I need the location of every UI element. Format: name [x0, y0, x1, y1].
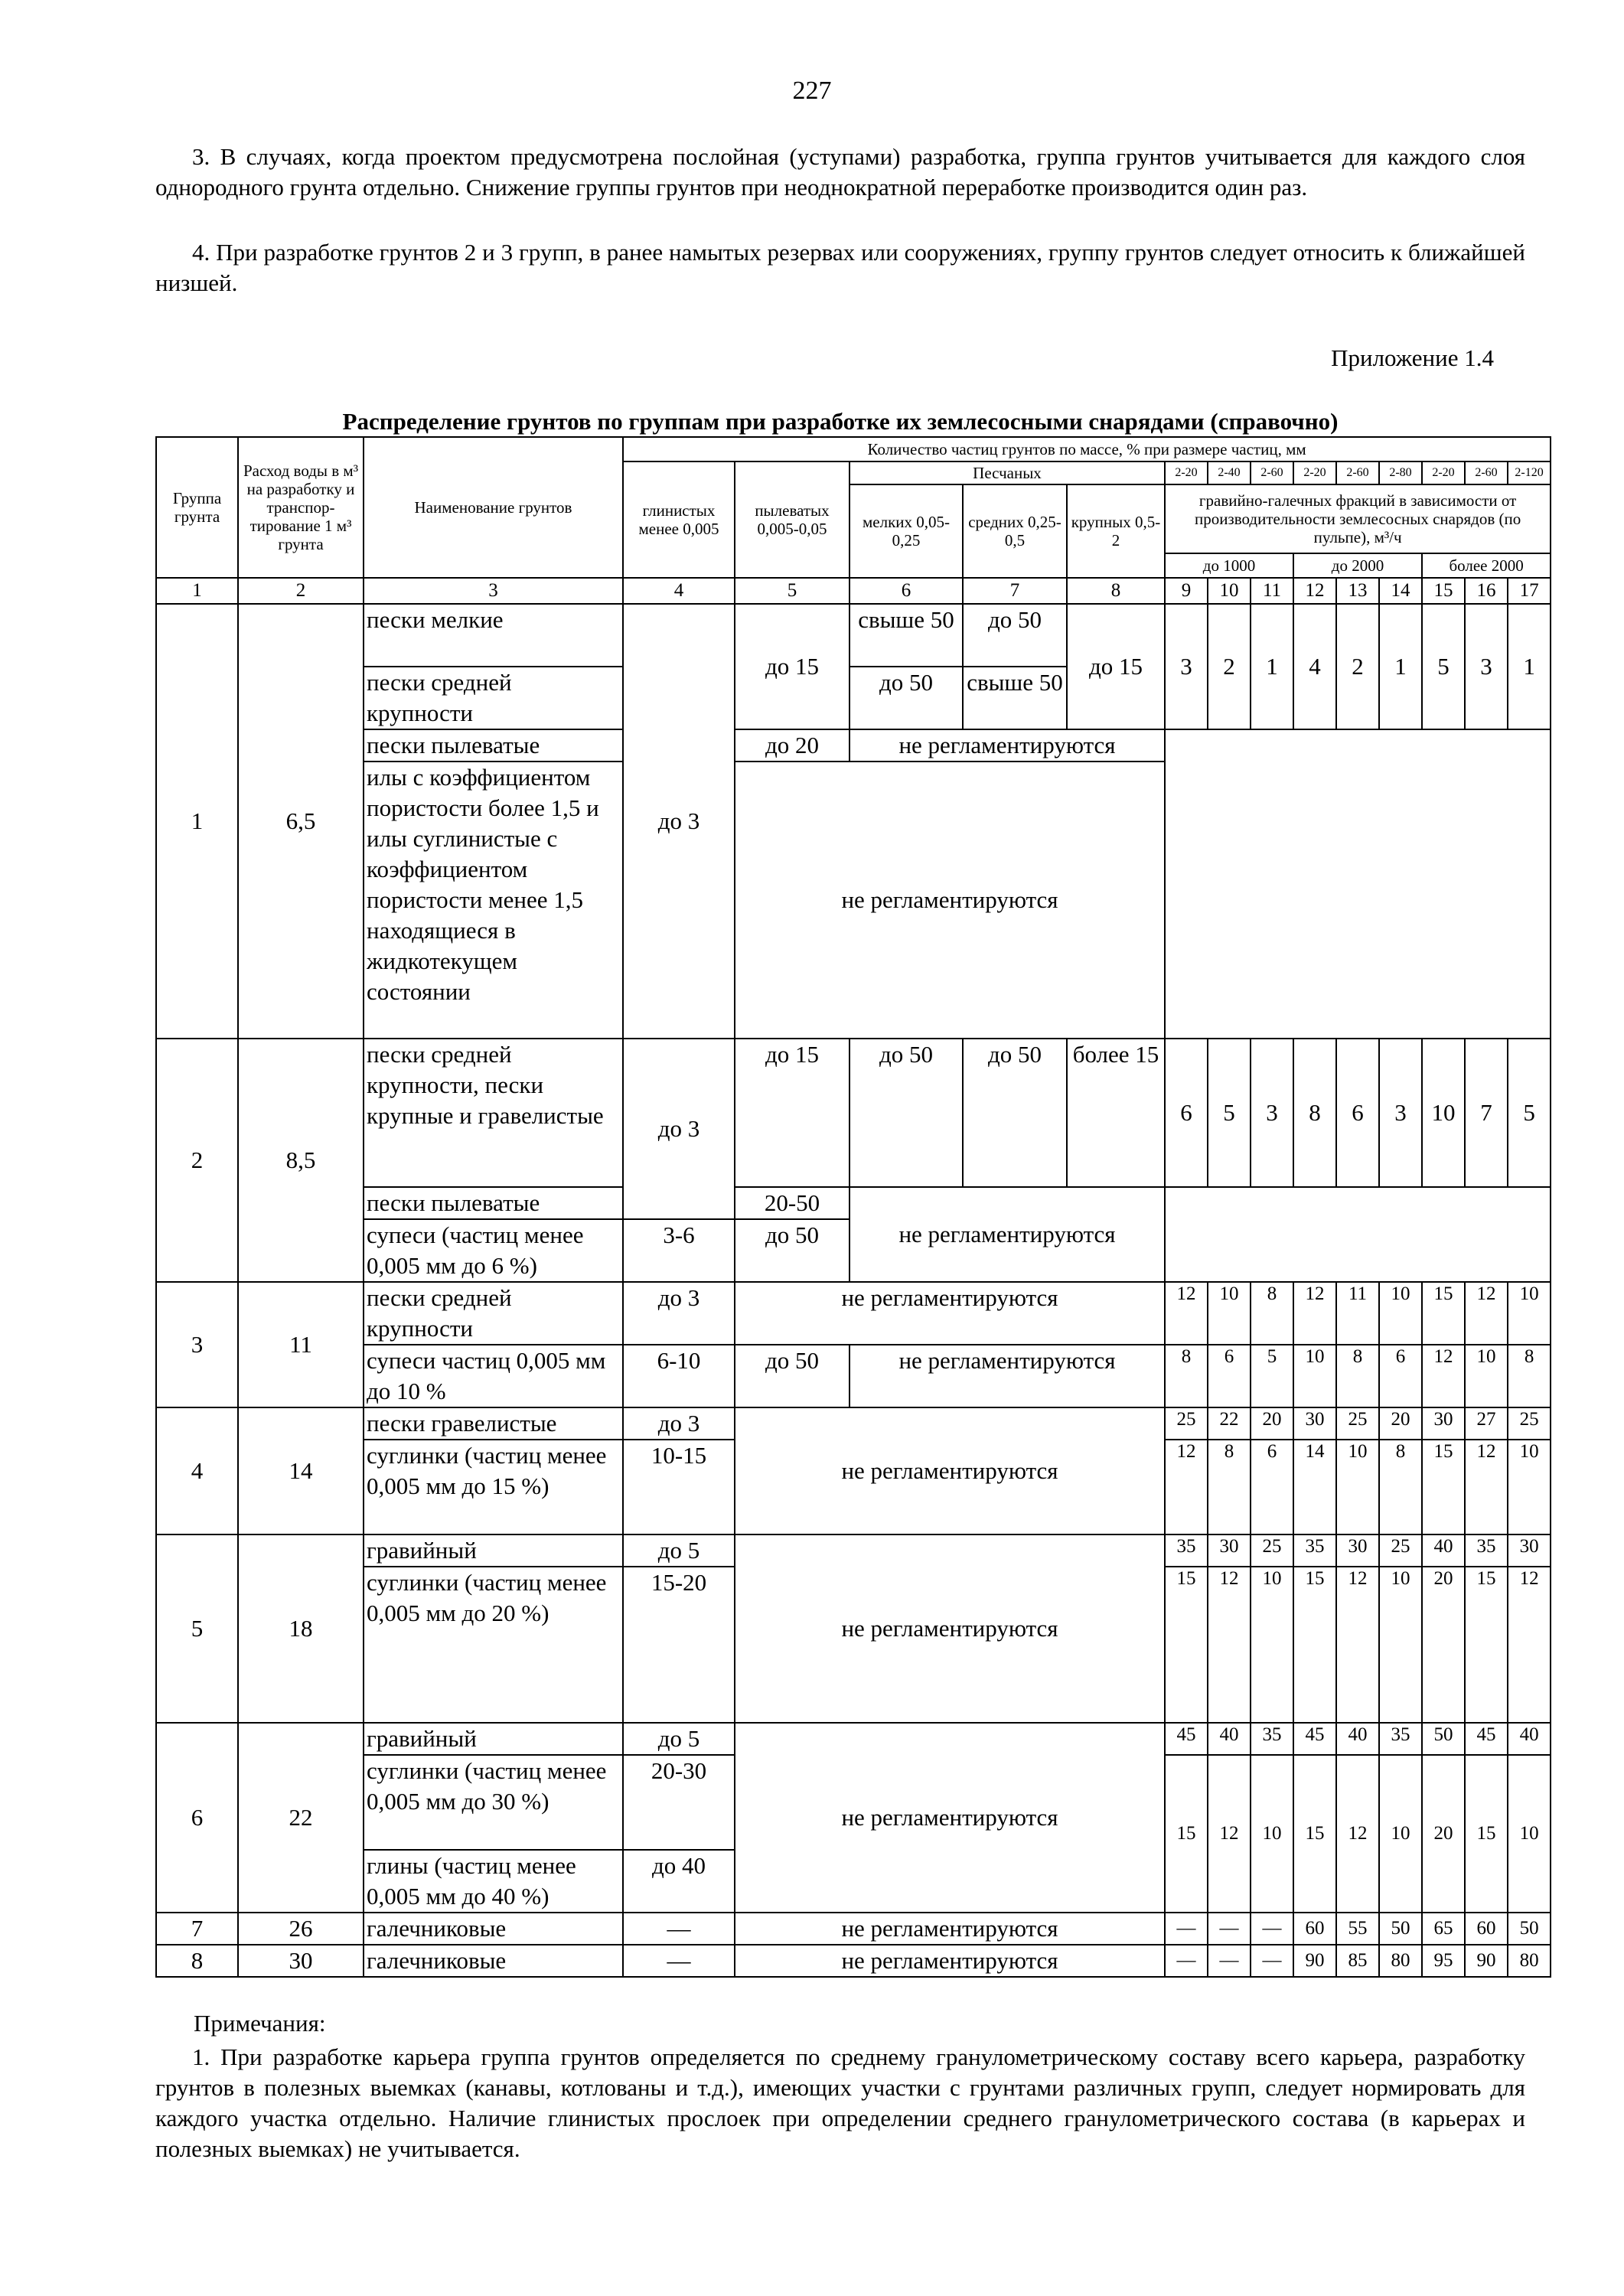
- gravel-empty: [1165, 1187, 1551, 1282]
- gravel-value: —: [1208, 1945, 1251, 1977]
- note-1: 1. При разработке карьера группа грунтов определяется по среднему гранулометрическому составу всего карьера, разработку грунтов в полезных выемках (канавы, котлованы и т.д.), имеющих участки с грунтами различных групп, следует нормировать для каждого участка отдельно. Наличие глинистых прослоек при определении среднего гранулометрического состава (в карьерах и полезных выемках) не учитывается.: [155, 2043, 1525, 2162]
- col-num: 1: [156, 578, 238, 604]
- not-regulated: не регламентируются: [735, 1913, 1165, 1945]
- table-row: [156, 604, 1551, 667]
- col-num: 7: [963, 578, 1067, 604]
- gravel-value: 25: [1251, 1534, 1293, 1567]
- gravel-value: 80: [1508, 1945, 1551, 1977]
- col-num: 5: [735, 578, 850, 604]
- gravel-value: 15: [1165, 1755, 1208, 1913]
- gravel-value: 15: [1293, 1755, 1336, 1913]
- gravel-value: —: [1165, 1945, 1208, 1977]
- gravel-value: 60: [1465, 1913, 1508, 1945]
- range-9: 2-120: [1508, 461, 1551, 484]
- silt-value: до 15: [735, 1039, 850, 1187]
- header-particles: Количество частиц грунтов по массе, % при размере частиц, мм: [623, 437, 1551, 461]
- silt-value: до 20: [735, 729, 850, 762]
- coarse-value: более 15: [1067, 1039, 1165, 1187]
- column-number-row: [156, 578, 1551, 604]
- soil-name: супеси частиц 0,005 мм до 10 %: [364, 1345, 623, 1407]
- gravel-value: 30: [1508, 1534, 1551, 1567]
- table-row: [156, 1282, 1551, 1345]
- medium-value: до 50: [963, 1039, 1067, 1187]
- gravel-value: 6: [1336, 1039, 1379, 1187]
- gravel-value: 10: [1336, 1440, 1379, 1534]
- gravel-value: 12: [1465, 1440, 1508, 1534]
- clay-value: до 3: [623, 1282, 735, 1345]
- gravel-value: 12: [1293, 1282, 1336, 1345]
- soil-name: пески средней крупности: [364, 1282, 623, 1345]
- gravel-value: 20: [1422, 1567, 1465, 1723]
- gravel-value: 50: [1379, 1913, 1422, 1945]
- gravel-value: 12: [1336, 1755, 1379, 1913]
- gravel-value: 2: [1336, 604, 1379, 729]
- gravel-value: 40: [1208, 1723, 1251, 1755]
- not-regulated: не регламентируются: [735, 762, 1165, 1039]
- gravel-value: 65: [1422, 1913, 1465, 1945]
- gravel-value: 10: [1379, 1755, 1422, 1913]
- col-num: 17: [1508, 578, 1551, 604]
- header-cap-over-2000: более 2000: [1422, 553, 1551, 578]
- paragraph-3: 3. В случаях, когда проектом предусмотрена послойная (уступами) разработка, группа грунтов учитывается для каждого слоя однородного грунта отдельно. Снижение группы грунтов при неоднократной переработке производится один раз.: [155, 143, 1525, 201]
- fine-value: до 50: [850, 1039, 963, 1187]
- not-regulated: не регламентируются: [735, 1282, 1165, 1345]
- col-num: 14: [1379, 578, 1422, 604]
- clay-value: 15-20: [623, 1567, 735, 1723]
- clay-value: до 40: [623, 1850, 735, 1913]
- gravel-value: 5: [1508, 1039, 1551, 1187]
- coarse-value: до 15: [1067, 604, 1165, 729]
- range-1: 2-20: [1165, 461, 1208, 484]
- gravel-value: 12: [1465, 1282, 1508, 1345]
- soil-name: пески гравелистые: [364, 1407, 623, 1440]
- gravel-value: 25: [1165, 1407, 1208, 1440]
- gravel-value: —: [1208, 1913, 1251, 1945]
- water-4: 14: [238, 1407, 364, 1534]
- header-coarse: крупных 0,5-2: [1067, 484, 1165, 578]
- range-5: 2-60: [1336, 461, 1379, 484]
- notes-heading: Примечания:: [194, 2010, 326, 2037]
- gravel-value: 10: [1508, 1440, 1551, 1534]
- table-row: [156, 1039, 1551, 1187]
- soil-name: пески средней крупности: [364, 667, 623, 729]
- gravel-value: 90: [1293, 1945, 1336, 1977]
- group-1: 1: [156, 604, 238, 1039]
- water-1: 6,5: [238, 604, 364, 1039]
- gravel-value: 12: [1508, 1567, 1551, 1723]
- range-6: 2-80: [1379, 461, 1422, 484]
- header-water: Расход воды в м³ на разработку и транспор-тирование 1 м³ грунта: [238, 437, 364, 578]
- fine-value: до 50: [850, 667, 963, 729]
- appendix-label: Приложение 1.4: [1331, 344, 1494, 371]
- range-3: 2-60: [1251, 461, 1293, 484]
- gravel-value: 40: [1422, 1534, 1465, 1567]
- header-group: Группа грунта: [156, 437, 238, 578]
- clay-value: до 3: [623, 1039, 735, 1219]
- gravel-value: 12: [1336, 1567, 1379, 1723]
- gravel-value: 8: [1208, 1440, 1251, 1534]
- gravel-value: 14: [1293, 1440, 1336, 1534]
- gravel-value: —: [1165, 1913, 1208, 1945]
- table-row: [156, 1723, 1551, 1755]
- gravel-value: 8: [1508, 1345, 1551, 1407]
- gravel-value: 10: [1293, 1345, 1336, 1407]
- header-silt: пылеватых 0,005-0,05: [735, 461, 850, 578]
- paragraph-4: 4. При разработке грунтов 2 и 3 групп, в ранее намытых резервах или сооружениях, группу грунтов следует относить к ближайшей низшей.: [155, 239, 1525, 296]
- gravel-value: 25: [1508, 1407, 1551, 1440]
- col-num: 3: [364, 578, 623, 604]
- gravel-value: 5: [1251, 1345, 1293, 1407]
- gravel-value: 35: [1465, 1534, 1508, 1567]
- header-clay: глинистых менее 0,005: [623, 461, 735, 578]
- table-row: [156, 1187, 1551, 1219]
- clay-value: —: [623, 1945, 735, 1977]
- gravel-value: —: [1251, 1913, 1293, 1945]
- clay-value: 20-30: [623, 1755, 735, 1850]
- gravel-value: 50: [1422, 1723, 1465, 1755]
- gravel-value: 10: [1379, 1282, 1422, 1345]
- header-cap-1000: до 1000: [1165, 553, 1293, 578]
- not-regulated: не регламентируются: [735, 1723, 1165, 1913]
- gravel-value: 4: [1293, 604, 1336, 729]
- soil-name: илы с коэффициентом пористости более 1,5 и илы суглинистые с коэффициентом пористости менее 1,5 находящиеся в жидкотекущем состоянии: [364, 762, 623, 1039]
- fine-value: свыше 50: [850, 604, 963, 667]
- gravel-value: 27: [1465, 1407, 1508, 1440]
- soil-name: галечниковые: [364, 1913, 623, 1945]
- clay-value: 3-6: [623, 1219, 735, 1282]
- table-row: [156, 1345, 1551, 1407]
- gravel-value: 10: [1251, 1755, 1293, 1913]
- gravel-value: 1: [1508, 604, 1551, 729]
- gravel-value: —: [1251, 1945, 1293, 1977]
- header-sandy: Песчаных: [850, 461, 1165, 484]
- gravel-value: 55: [1336, 1913, 1379, 1945]
- col-num: 12: [1293, 578, 1336, 604]
- soil-name: суглинки (частиц менее 0,005 мм до 20 %): [364, 1567, 623, 1723]
- gravel-value: 30: [1336, 1534, 1379, 1567]
- gravel-value: 15: [1422, 1440, 1465, 1534]
- not-regulated: не регламентируются: [850, 729, 1165, 762]
- water-6: 22: [238, 1723, 364, 1913]
- soil-name: пески мелкие: [364, 604, 623, 667]
- col-num: 13: [1336, 578, 1379, 604]
- gravel-value: 20: [1379, 1407, 1422, 1440]
- col-num: 8: [1067, 578, 1165, 604]
- gravel-value: 40: [1336, 1723, 1379, 1755]
- gravel-value: 3: [1251, 1039, 1293, 1187]
- silt-value: 20-50: [735, 1187, 850, 1219]
- gravel-value: 12: [1165, 1282, 1208, 1345]
- gravel-value: 20: [1251, 1407, 1293, 1440]
- range-8: 2-60: [1465, 461, 1508, 484]
- gravel-empty: [1165, 729, 1551, 1039]
- gravel-value: 95: [1422, 1945, 1465, 1977]
- gravel-value: 12: [1208, 1567, 1251, 1723]
- gravel-value: 6: [1165, 1039, 1208, 1187]
- gravel-value: 10: [1422, 1039, 1465, 1187]
- soil-name: глины (частиц менее 0,005 мм до 40 %): [364, 1850, 623, 1913]
- col-num: 9: [1165, 578, 1208, 604]
- gravel-value: 45: [1165, 1723, 1208, 1755]
- clay-value: 6-10: [623, 1345, 735, 1407]
- clay-value: до 3: [623, 604, 735, 1039]
- group-4: 4: [156, 1407, 238, 1534]
- gravel-value: 11: [1336, 1282, 1379, 1345]
- gravel-value: 45: [1293, 1723, 1336, 1755]
- gravel-value: 90: [1465, 1945, 1508, 1977]
- gravel-value: 35: [1251, 1723, 1293, 1755]
- not-regulated: не регламентируются: [850, 1187, 1165, 1282]
- not-regulated: не регламентируются: [850, 1345, 1165, 1407]
- header-cap-2000: до 2000: [1293, 553, 1422, 578]
- gravel-value: 22: [1208, 1407, 1251, 1440]
- gravel-value: 85: [1336, 1945, 1379, 1977]
- soil-name: пески пылеватые: [364, 729, 623, 762]
- not-regulated: не регламентируются: [735, 1407, 1165, 1534]
- gravel-value: 3: [1379, 1039, 1422, 1187]
- silt-value: до 50: [735, 1219, 850, 1282]
- col-num: 4: [623, 578, 735, 604]
- gravel-value: 10: [1508, 1755, 1551, 1913]
- gravel-value: 12: [1422, 1345, 1465, 1407]
- gravel-value: 8: [1336, 1345, 1379, 1407]
- gravel-value: 80: [1379, 1945, 1422, 1977]
- gravel-value: 8: [1379, 1440, 1422, 1534]
- clay-value: 10-15: [623, 1440, 735, 1534]
- clay-value: до 5: [623, 1534, 735, 1567]
- gravel-value: 5: [1208, 1039, 1251, 1187]
- col-num: 11: [1251, 578, 1293, 604]
- soil-name: гравийный: [364, 1534, 623, 1567]
- table-row: [156, 1913, 1551, 1945]
- gravel-value: 20: [1422, 1755, 1465, 1913]
- gravel-value: 25: [1336, 1407, 1379, 1440]
- gravel-value: 10: [1208, 1282, 1251, 1345]
- gravel-value: 10: [1465, 1345, 1508, 1407]
- header-name: Наименование грунтов: [364, 437, 623, 578]
- range-2: 2-40: [1208, 461, 1251, 484]
- water-7: 26: [238, 1913, 364, 1945]
- gravel-value: 60: [1293, 1913, 1336, 1945]
- gravel-value: 30: [1422, 1407, 1465, 1440]
- gravel-value: 8: [1293, 1039, 1336, 1187]
- gravel-value: 10: [1379, 1567, 1422, 1723]
- gravel-value: 12: [1208, 1755, 1251, 1913]
- gravel-value: 5: [1422, 604, 1465, 729]
- table-row: [156, 1945, 1551, 1977]
- clay-value: —: [623, 1913, 735, 1945]
- water-3: 11: [238, 1282, 364, 1407]
- gravel-value: 15: [1422, 1282, 1465, 1345]
- gravel-value: 15: [1465, 1755, 1508, 1913]
- group-5: 5: [156, 1534, 238, 1723]
- soil-name: суглинки (частиц менее 0,005 мм до 30 %): [364, 1755, 623, 1850]
- table-row: [156, 1534, 1551, 1567]
- header-gravel: гравийно-галечных фракций в зависимости от производительности землесосных снарядов (по пульпе), м³/ч: [1165, 484, 1551, 553]
- group-3: 3: [156, 1282, 238, 1407]
- gravel-value: 15: [1293, 1567, 1336, 1723]
- group-8: 8: [156, 1945, 238, 1977]
- page-number: 227: [792, 77, 832, 105]
- water-5: 18: [238, 1534, 364, 1723]
- not-regulated: не регламентируются: [735, 1945, 1165, 1977]
- header-medium: средних 0,25-0,5: [963, 484, 1067, 578]
- gravel-value: 2: [1208, 604, 1251, 729]
- soil-name: галечниковые: [364, 1945, 623, 1977]
- col-num: 15: [1422, 578, 1465, 604]
- header-fine: мелких 0,05-0,25: [850, 484, 963, 578]
- silt-value: до 50: [735, 1345, 850, 1407]
- gravel-value: 35: [1379, 1723, 1422, 1755]
- gravel-value: 1: [1251, 604, 1293, 729]
- gravel-value: 10: [1508, 1282, 1551, 1345]
- soil-name: супеси (частиц менее 0,005 мм до 6 %): [364, 1219, 623, 1282]
- medium-value: до 50: [963, 604, 1067, 667]
- clay-value: до 5: [623, 1723, 735, 1755]
- gravel-value: 8: [1165, 1345, 1208, 1407]
- gravel-value: 6: [1208, 1345, 1251, 1407]
- range-7: 2-20: [1422, 461, 1465, 484]
- gravel-value: 35: [1165, 1534, 1208, 1567]
- medium-value: свыше 50: [963, 667, 1067, 729]
- soil-groups-table: [155, 436, 1551, 1978]
- range-4: 2-20: [1293, 461, 1336, 484]
- gravel-value: 3: [1465, 604, 1508, 729]
- col-num: 10: [1208, 578, 1251, 604]
- gravel-value: 10: [1251, 1567, 1293, 1723]
- not-regulated: не регламентируются: [735, 1534, 1165, 1723]
- gravel-value: 8: [1251, 1282, 1293, 1345]
- gravel-value: 3: [1165, 604, 1208, 729]
- soil-name: гравийный: [364, 1723, 623, 1755]
- gravel-value: 25: [1379, 1534, 1422, 1567]
- col-num: 16: [1465, 578, 1508, 604]
- gravel-value: 6: [1251, 1440, 1293, 1534]
- water-2: 8,5: [238, 1039, 364, 1282]
- silt-value: до 15: [735, 604, 850, 729]
- table-row: [156, 729, 1551, 762]
- gravel-value: 7: [1465, 1039, 1508, 1187]
- soil-name: суглинки (частиц менее 0,005 мм до 15 %): [364, 1440, 623, 1534]
- clay-value: до 3: [623, 1407, 735, 1440]
- group-7: 7: [156, 1913, 238, 1945]
- gravel-value: 30: [1208, 1534, 1251, 1567]
- gravel-value: 50: [1508, 1913, 1551, 1945]
- gravel-value: 30: [1293, 1407, 1336, 1440]
- gravel-value: 15: [1165, 1567, 1208, 1723]
- gravel-value: 40: [1508, 1723, 1551, 1755]
- group-6: 6: [156, 1723, 238, 1913]
- gravel-value: 1: [1379, 604, 1422, 729]
- gravel-value: 6: [1379, 1345, 1422, 1407]
- table-row: [156, 1407, 1551, 1440]
- gravel-value: 15: [1465, 1567, 1508, 1723]
- gravel-value: 45: [1465, 1723, 1508, 1755]
- col-num: 6: [850, 578, 963, 604]
- water-8: 30: [238, 1945, 364, 1977]
- soil-name: пески пылеватые: [364, 1187, 623, 1219]
- group-2: 2: [156, 1039, 238, 1282]
- gravel-value: 12: [1165, 1440, 1208, 1534]
- gravel-value: 35: [1293, 1534, 1336, 1567]
- col-num: 2: [238, 578, 364, 604]
- soil-name: пески средней крупности, пески крупные и гравелистые: [364, 1039, 623, 1187]
- table-title: Распределение грунтов по группам при разработке их землесосными снарядами (справочно): [342, 408, 1339, 435]
